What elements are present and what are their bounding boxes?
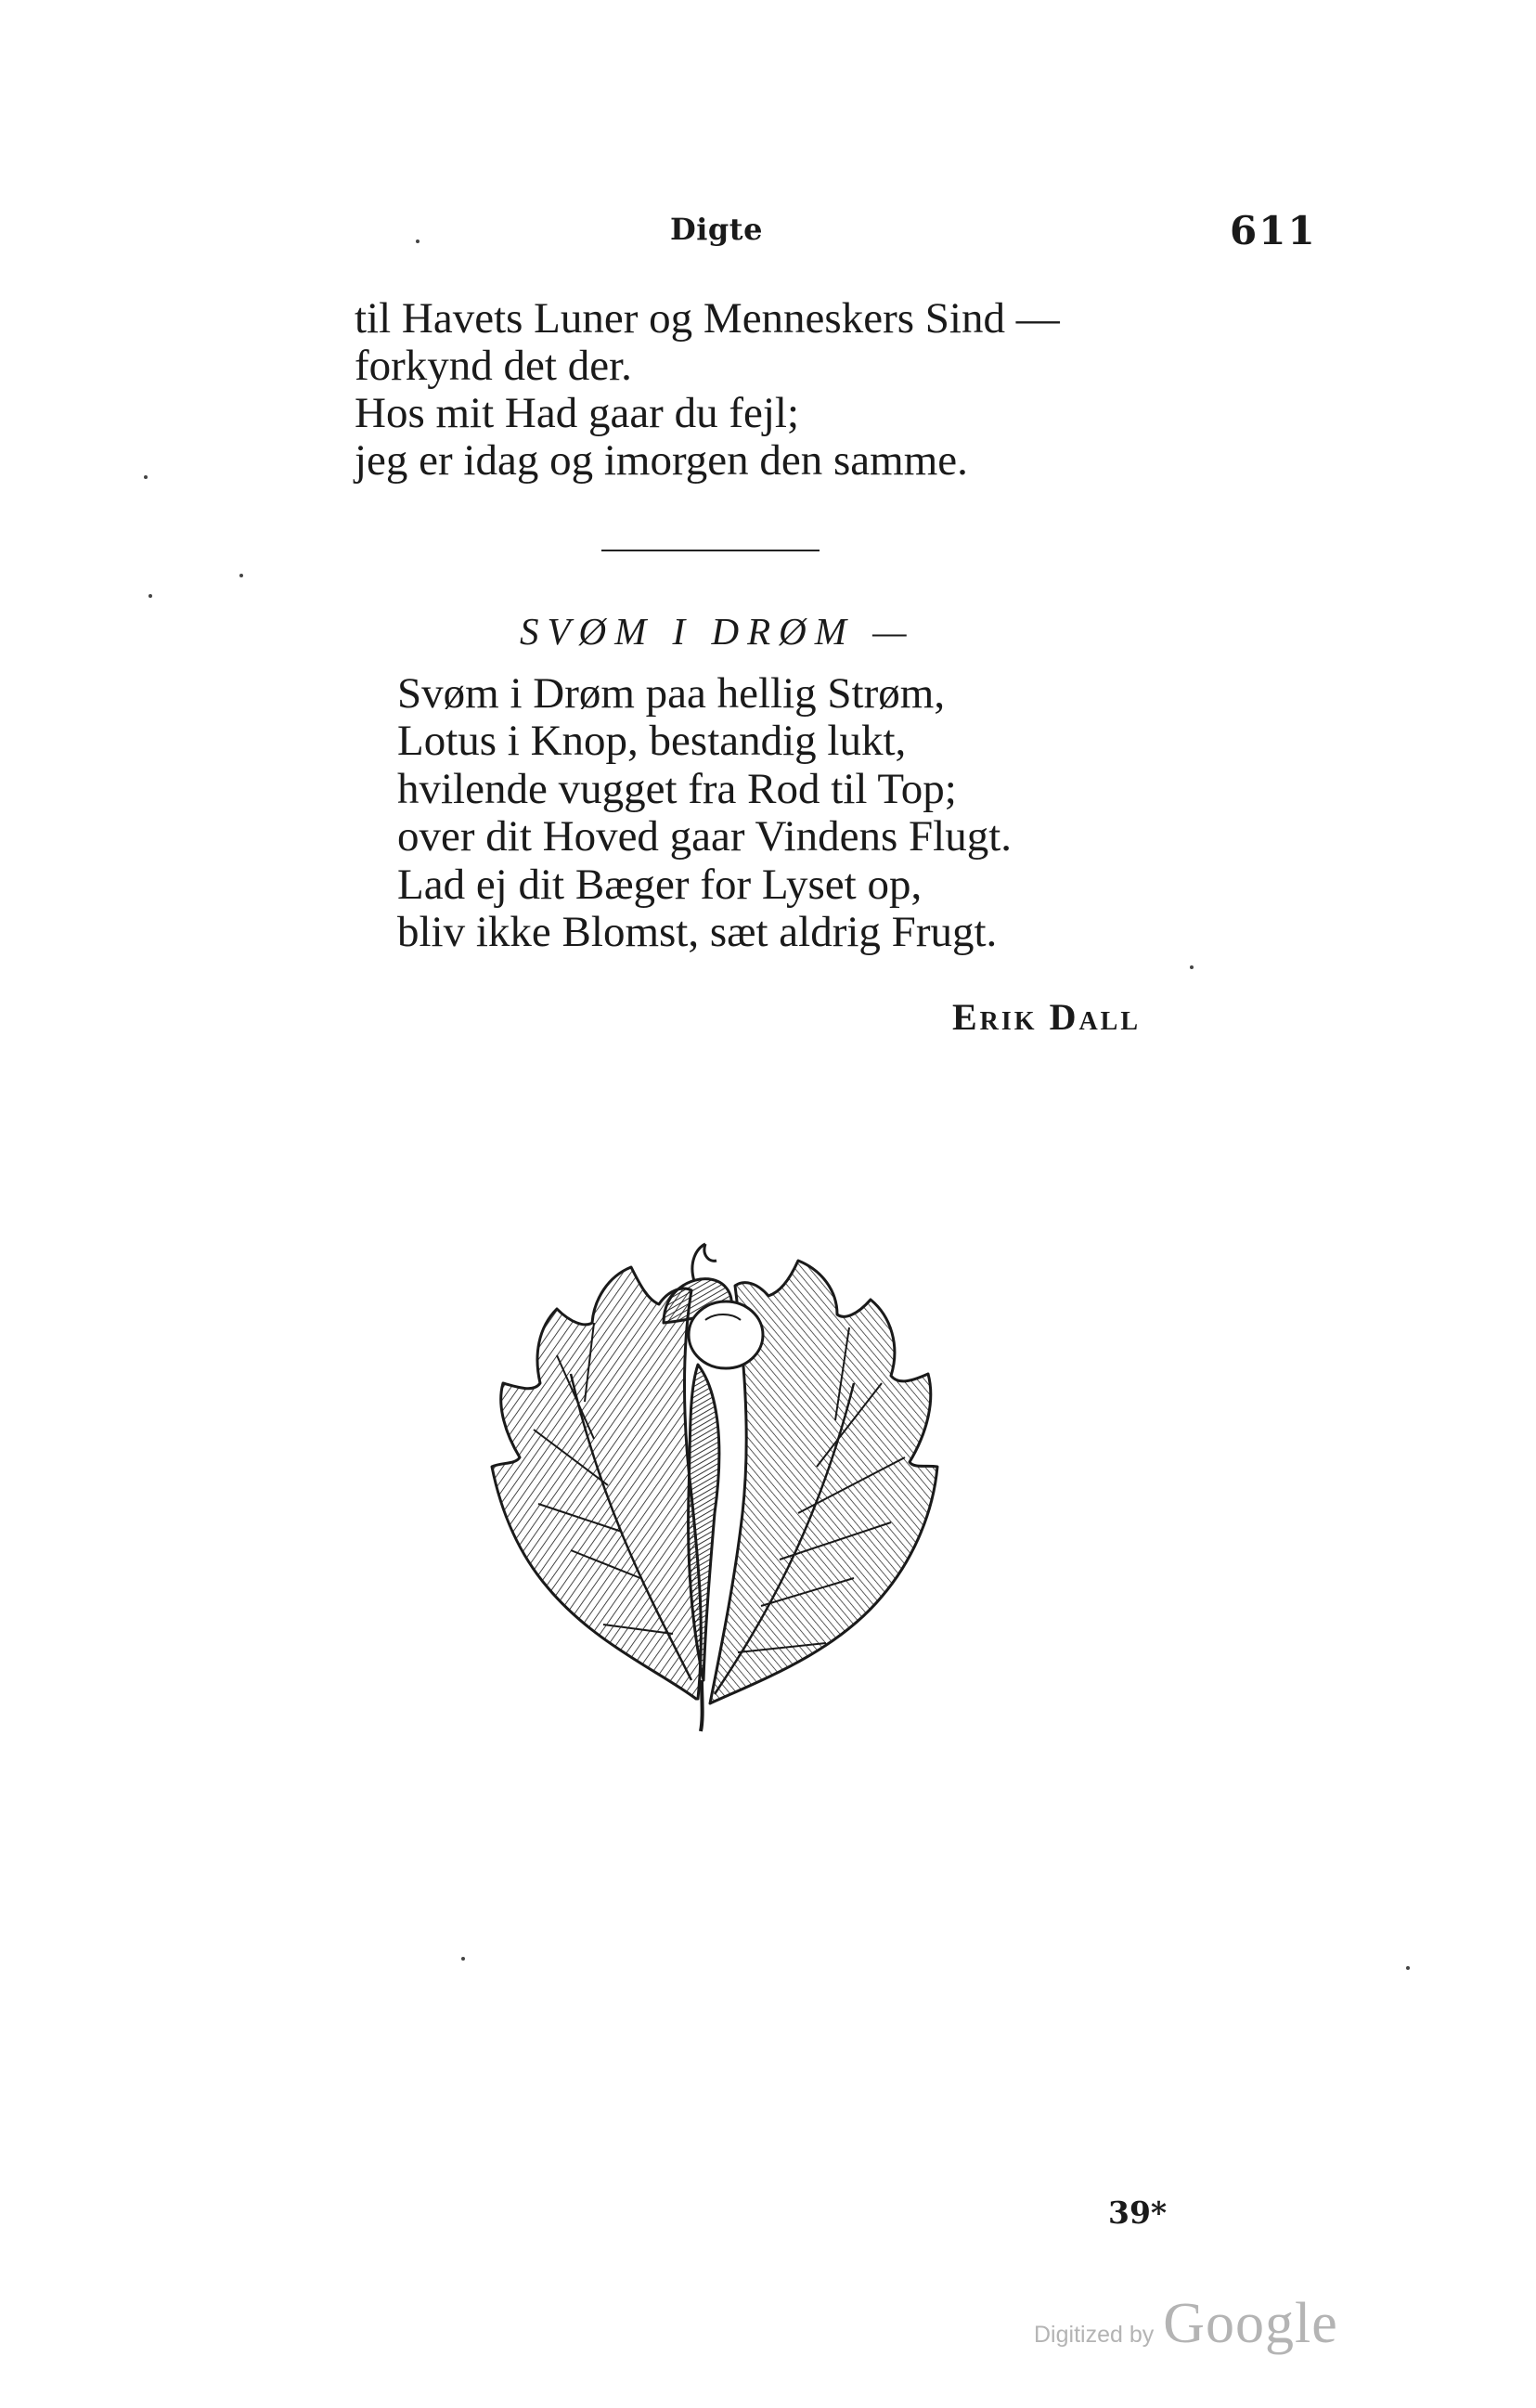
digitized-prefix: Digitized by [1034, 2322, 1155, 2348]
running-head: Digte [670, 212, 763, 247]
google-logo: Google [1163, 2292, 1338, 2355]
scan-speck [1190, 965, 1194, 969]
scan-speck [416, 240, 419, 243]
verse-line: Svøm i Drøm paa hellig Strøm, [397, 669, 946, 718]
poem-author: Erik Dall [952, 996, 1142, 1038]
verse-line: over dit Hoved gaar Vindens Flugt. [397, 812, 1013, 861]
scan-speck [461, 1957, 465, 1961]
scan-speck [148, 594, 152, 598]
poem-body [397, 670, 1012, 956]
verse-line: hvilende vugget fra Rod til Top; [397, 764, 957, 813]
scan-speck [239, 574, 243, 577]
section-divider [601, 550, 820, 551]
verse-line: forkynd det der. [355, 342, 632, 390]
poem-title: SVØM I DRØM — [520, 610, 915, 653]
verse-line: til Havets Luner og Menneskers Sind — [355, 294, 1060, 343]
scan-speck [1406, 1966, 1410, 1970]
signature-mark: 39* [1108, 2194, 1168, 2231]
digitized-watermark [1034, 2291, 1338, 2357]
verse-line: jeg er idag og imorgen den samme. [355, 436, 968, 485]
poem-continued [355, 295, 1060, 485]
oak-leaves-acorn-icon [483, 1235, 947, 1736]
verse-line: Lad ej dit Bæger for Lyset op, [397, 860, 923, 909]
verse-line: Lotus i Knop, bestandig lukt, [397, 717, 907, 766]
page-number: 611 [1230, 208, 1317, 253]
scan-speck [144, 475, 148, 479]
verse-line: bliv ikke Blomst, sæt aldrig Frugt. [397, 908, 998, 957]
verse-line: Hos mit Had gaar du fejl; [355, 389, 800, 437]
